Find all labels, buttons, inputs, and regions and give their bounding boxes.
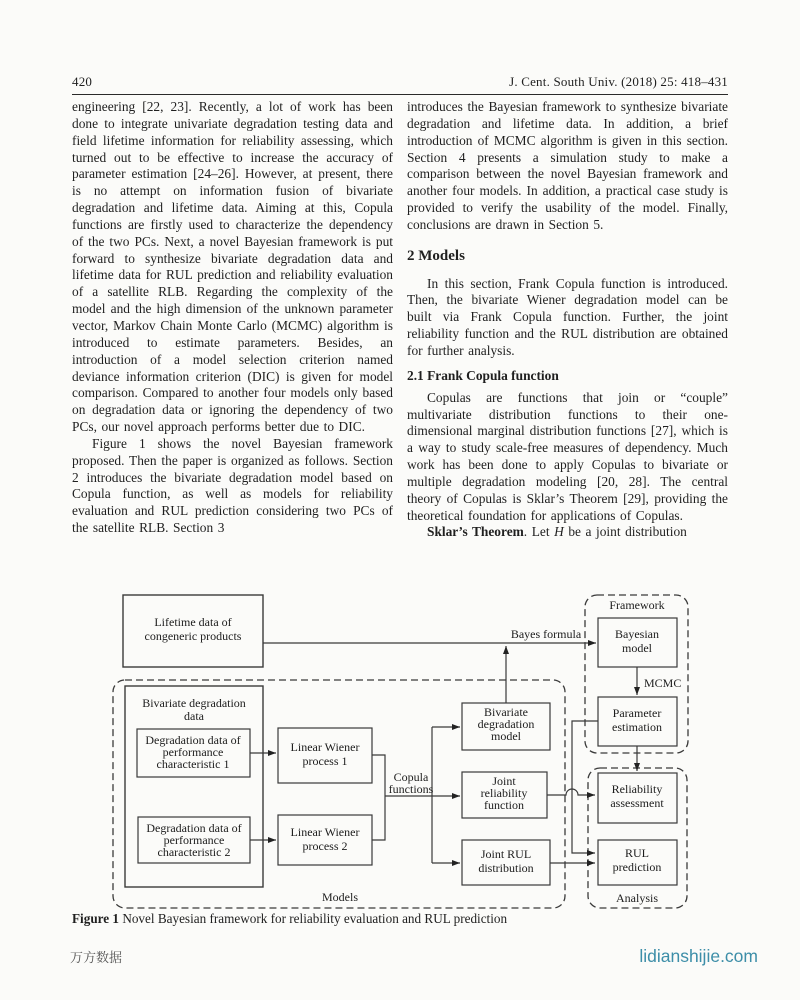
page-header [72,74,728,95]
copula-functions-label: functions [388,782,434,796]
subsection-heading: 2.1 Frank Copula function [407,367,559,383]
models-group-label: Models [322,890,358,904]
bayes-formula-label: Bayes formula [510,627,582,641]
jrd-label: Joint RUL [480,847,532,861]
bivariate-data-label: data [184,709,204,723]
copula-functions-label: Copula [393,770,429,784]
wiener1-label: process 1 [302,754,348,768]
figure-caption-label: Figure 1 [72,911,120,926]
bdm-label: Bivariate [484,705,528,719]
bivariate-data-label: Bivariate degradation [142,696,246,710]
framework-group-label: Framework [609,598,665,612]
theorem-name: Sklar’s Theorem [427,524,524,540]
paragraph: Copulas are functions that join or “couple” multivariate distribution functions to their one-dimensional marginal distribution functions [27], which is a way to study scale-free measures of dependency. Much work has been done to apply Copulas to bivariate or multiple degradation modeling [20, 28]. The central theory of Copulas is Sklar’s Theorem [29], providing the theoretical foundation for applications of Copulas. [407,389,728,523]
page-number: 420 [72,74,93,89]
lifetime-data-label: congeneric products [144,629,242,643]
math-symbol: H [554,524,564,540]
jrf-label: Joint [492,774,516,788]
degradation-pc2-label: characteristic 2 [157,845,231,859]
rul-prediction-label: prediction [612,860,662,874]
degradation-pc1-label: characteristic 1 [156,757,230,771]
degradation-pc2-label: performance [163,833,225,847]
right-column [407,99,728,585]
analysis-group-label: Analysis [616,891,658,905]
bayesian-model-label: model [622,641,652,655]
rul-prediction-label: RUL [625,846,649,860]
reliability-assessment-label: assessment [610,796,664,810]
site-watermark-link[interactable]: lidianshijie.com [639,946,758,966]
degradation-pc1-label: performance [162,745,224,759]
text-run: be a joint distribution [563,524,687,540]
body-columns [72,99,728,585]
paragraph: In this section, Frank Copula function is introduced. Then, the bivariate Wiener degradation model can be built via Frank Copula function. Further, the joint reliability function and the RUL distribution are obtained for further analysis. [407,275,728,358]
paragraph: Figure 1 shows the novel Bayesian framework proposed. Then the paper is organized as follows. Section 2 introduces the bivariate degradation model based on Copula function, as well as models for reliability evaluation and RUL prediction considering two PCs of the satellite RLB. Section 3 [72,435,393,536]
flow-diagram [60,585,760,911]
mcmc-label: MCMC [644,676,682,690]
param-to-rul-arrow [572,721,598,853]
wiener2-label: Linear Wiener [290,825,360,839]
wanfang-watermark: 万方数据 [70,951,123,966]
degradation-pc2-label: Degradation data of [146,821,242,835]
figure-1-diagram [60,585,760,911]
jrd-label: distribution [478,861,534,875]
paragraph: introduces the Bayesian framework to synthesize bivariate degradation and lifetime data. In addition, a brief introduction of MCMC algorithm is given in this section. Section 4 presents a simulation study to make a comparison between the novel Bayesian framework and another four models. In addition, a practical case study is provided to verify the usability of the model. Finally, conclusions are drawn in Section 5. [407,99,728,232]
text-run: . Let [523,524,555,540]
reliability-assessment-label: Reliability [611,782,663,796]
section-heading: 2 Models [407,247,465,264]
bdm-label: model [491,729,521,743]
degradation-pc1-label: Degradation data of [145,733,241,747]
wiener1-label: Linear Wiener [290,740,360,754]
bayesian-model-label: Bayesian [615,627,659,641]
paragraph [407,524,728,541]
jrf-label: reliability [480,786,528,800]
lifetime-data-label: Lifetime data of [154,615,232,629]
jrf-label: function [484,798,524,812]
bdm-label: degradation [477,717,535,731]
left-column [72,99,393,585]
wiener2-label: process 2 [302,839,348,853]
paragraph: engineering [22, 23]. Recently, a lot of work has been done to integrate univariate degradation testing data and field lifetime information for reliability assessing, which turned out to be effective to increase the accuracy of parameter estimation [24–26]. However, at present, there is no attempt on information fusion of bivariate degradation and lifetime data. Aiming at this, Copula functions are firstly used to characterize the dependency of the two PCs. Next, a novel Bayesian framework is put forward to synthesize bivariate degradation data and lifetime data for RUL prediction and reliability evaluation of a satellite RLB. Regarding the complexity of the model and the high dimension of the unknown parameter vector, Markov Chain Monte Carlo (MCMC) algorithm is introduced to estimate parameters. Besides, an introduction of a model selection criterion named deviance information criterion (DIC) is given for model comparison. Compared to another four models only based on degradation data or ignoring the dependency of two PCs, our novel approach performs better due to DIC. [72,99,393,435]
journal-reference: J. Cent. South Univ. (2018) 25: 418–431 [509,74,728,89]
figure-caption-text: Novel Bayesian framework for reliability evaluation and RUL prediction [119,911,508,926]
param-estimation-label: Parameter [612,706,662,720]
figure-caption [72,911,692,927]
param-estimation-label: estimation [612,720,662,734]
wiener-merge-connector [372,755,385,840]
